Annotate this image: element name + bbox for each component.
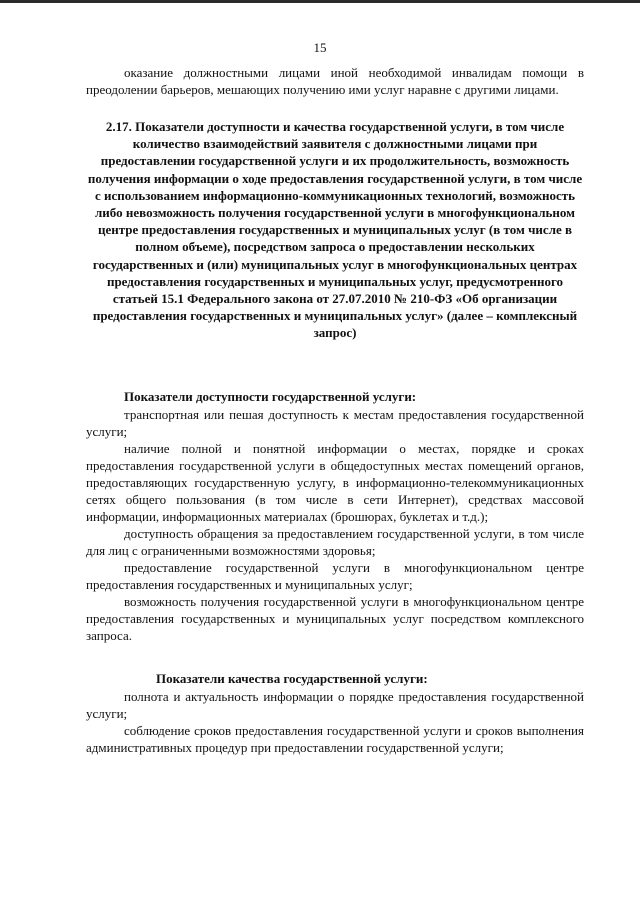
quality-heading: Показатели качества государственной услуги: [156,670,428,686]
accessibility-item: транспортная или пешая доступность к местам предоставления государственной услуги; [86,406,584,439]
intro-paragraph: оказание должностными лицами иной необходимой инвалидам помощи в преодолении барьеров, мешающих получению ими услуг наравне с другими лицами. [86,65,584,97]
quality-item: соблюдение сроков предоставления государственной услуги и сроков выполнения административных процедур при предоставлении государственной услуги; [86,722,584,755]
accessibility-item: наличие полной и понятной информации о местах, порядке и сроках предоставления государственной услуги в общедоступных местах помещений органов, предоставляющих государственную услугу, в информационно-телекоммуникационных сетях общего пользования (в том числе в сети Интернет), средствах массовой информации, информационных материалах (брошюрах, буклетах и т.д.); [86,440,584,524]
section-heading: 2.17. Показатели доступности и качества государственной услуги, в том числе количество взаимодействий заявителя с должностными лицами при предоставлении государственной услуги и их продолжительность, возможность получения информации о ходе предоставления государственной услуги, в том числе с использованием информационно-коммуникационных технологий, возможность либо невозможность получения государственной услуги в многофункциональном центре предоставления государственных и муниципальных услуг (в том числе в полном объеме), посредством запроса о предоставлении нескольких государственных и (или) муниципальных услуг в многофункциональных центрах предоставления государственных и муниципальных услуг, предусмотренного статьей 15.1 Федерального закона от 27.07.2010 № 210-ФЗ «Об организации предоставления государственных и муниципальных услуг» (далее – комплексный запрос) [87,119,583,341]
document-body [86,64,584,756]
quality-item: полнота и актуальность информации о порядке предоставления государственной услуги; [86,688,584,721]
accessibility-heading: Показатели доступности государственной услуги: [124,388,417,404]
top-edge-rule [0,0,640,3]
accessibility-item: предоставление государственной услуги в многофункциональном центре предоставления государственных и муниципальных услуг; [86,559,584,592]
accessibility-item: доступность обращения за предоставлением государственной услуги, в том числе для лиц с ограниченными возможностями здоровья; [86,525,584,558]
page-number: 15 [313,40,327,55]
accessibility-item: возможность получения государственной услуги в многофункциональном центре предоставления государственных и муниципальных услуг посредством комплексного запроса. [86,593,584,643]
